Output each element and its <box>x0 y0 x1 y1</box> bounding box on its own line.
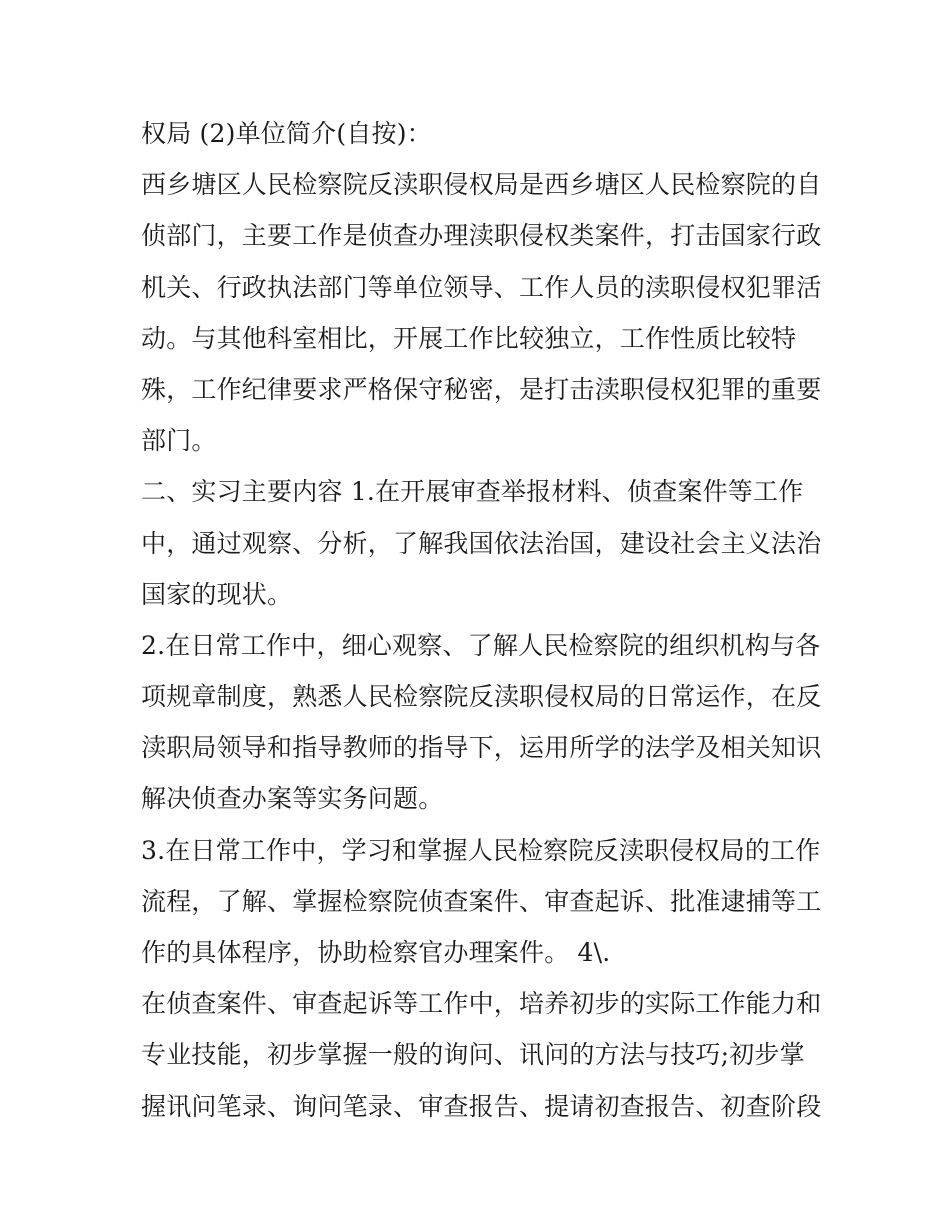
text-line: 流程，了解、掌握检察院侦查案件、审查起诉、批准逮捕等工 <box>141 886 822 916</box>
text-line: 动。与其他科室相比，开展工作比较独立，工作性质比较特 <box>141 323 797 353</box>
text-line: 解决侦查办案等实务问题。 <box>141 784 444 814</box>
text-line: 权局 (2)单位简介(自按)： <box>141 119 432 148</box>
text-line: 3.在日常工作中，学习和掌握人民检察院反渎职侵权局的工作 <box>141 835 821 865</box>
text-line: 机关、行政执法部门等单位领导、工作人员的渎职侵权犯罪活 <box>141 272 822 302</box>
text-line: 握讯问笔录、询问笔录、审查报告、提请初查报告、初查阶段 <box>141 1091 822 1121</box>
text-line: 二、实习主要内容 1.在开展审查举报材料、侦查案件等工作 <box>141 477 804 507</box>
text-line: 作的具体程序，协助检察官办理案件。 4\. <box>141 938 611 967</box>
text-line: 部门。 <box>141 426 217 456</box>
text-line: 2.在日常工作中，细心观察、了解人民检察院的组织机构与各 <box>141 630 821 660</box>
text-line: 西乡塘区人民检察院反渎职侵权局是西乡塘区人民检察院的自 <box>141 170 822 200</box>
text-line: 中，通过观察、分析，了解我国依法治国，建设社会主义法治 <box>141 528 822 558</box>
text-line: 殊，工作纪律要求严格保守秘密，是打击渎职侵权犯罪的重要 <box>141 374 822 404</box>
text-line: 侦部门，主要工作是侦查办理渎职侵权类案件，打击国家行政 <box>141 221 822 251</box>
text-line: 国家的现状。 <box>141 579 293 609</box>
text-line: 在侦查案件、审查起诉等工作中，培养初步的实际工作能力和 <box>141 989 822 1019</box>
text-line: 渎职局领导和指导教师的指导下，运用所学的法学及相关知识 <box>141 733 822 763</box>
text-line: 专业技能，初步掌握一般的询问、讯问的方法与技巧;初步掌 <box>141 1040 805 1070</box>
document-body <box>141 108 821 1132</box>
text-line: 项规章制度，熟悉人民检察院反渎职侵权局的日常运作，在反 <box>141 682 822 712</box>
